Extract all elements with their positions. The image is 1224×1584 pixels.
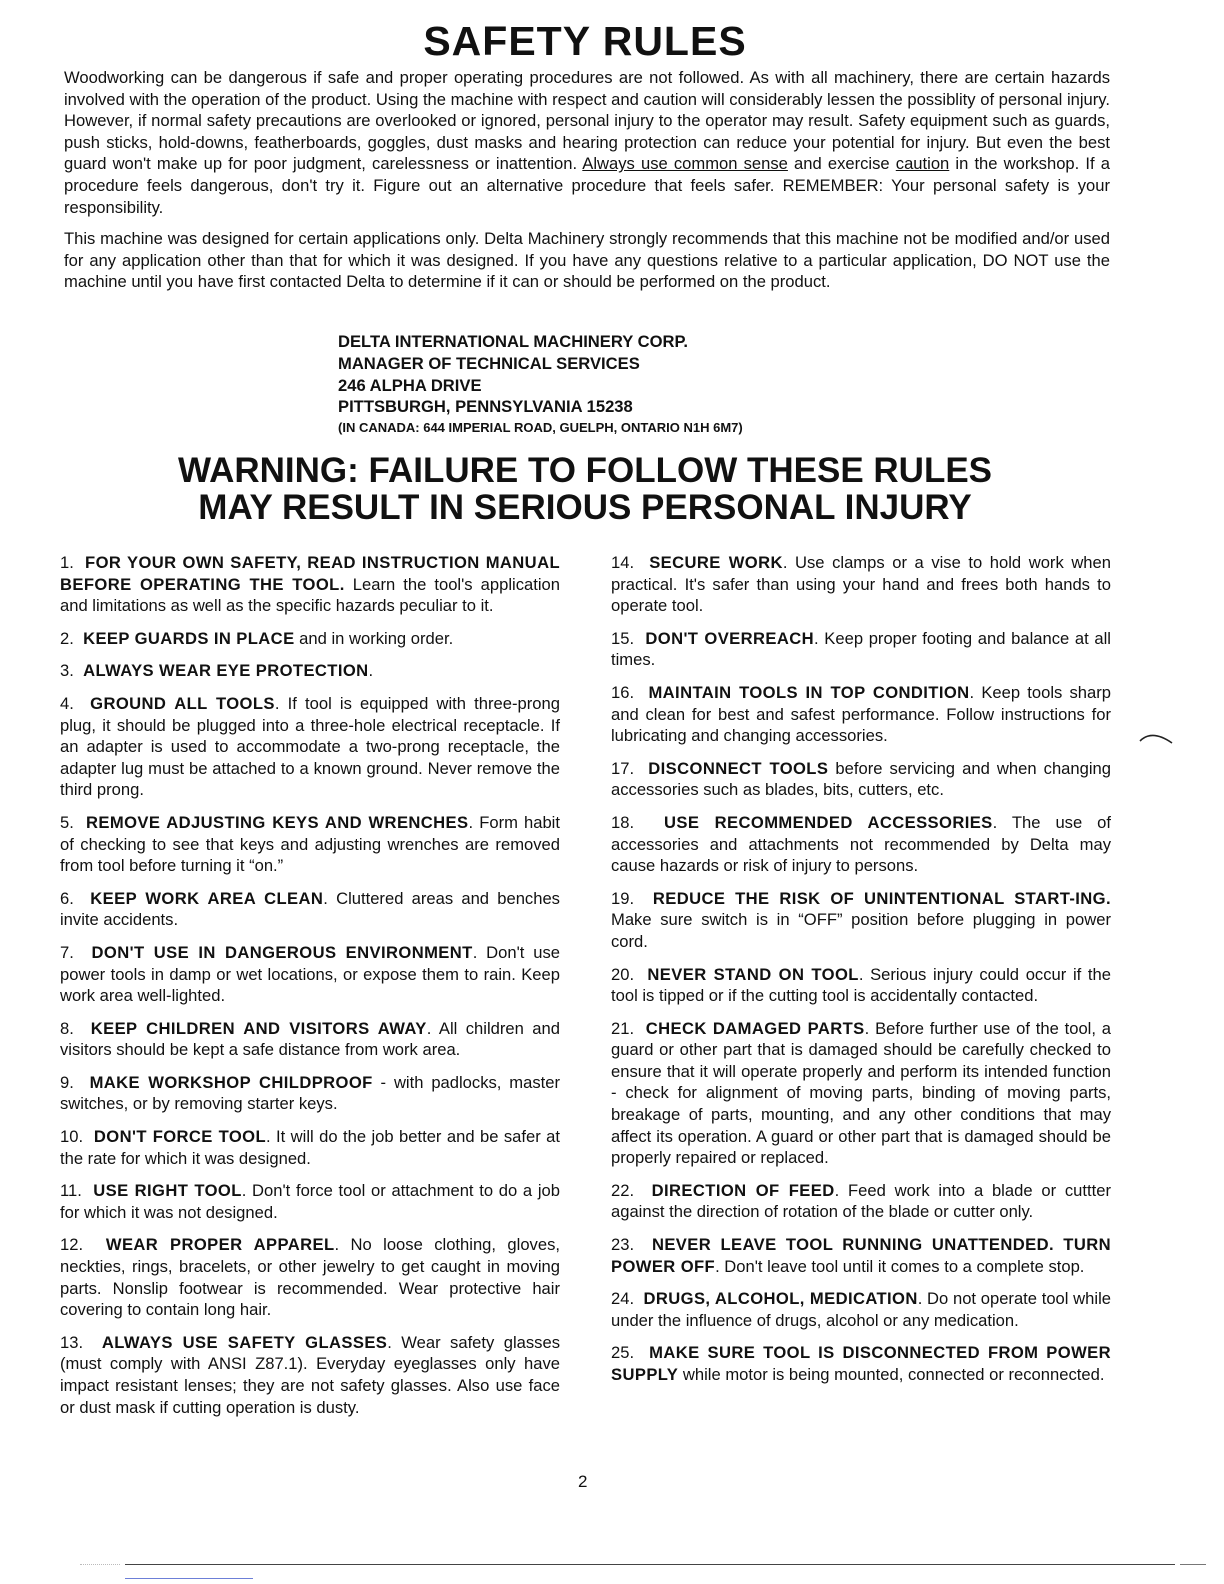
rule-heading: REDUCE THE RISK OF UNINTENTIONAL START-ING. bbox=[652, 888, 1111, 908]
rule-heading: ALWAYS WEAR EYE PROTECTION bbox=[83, 661, 369, 681]
rule-number: 16. bbox=[611, 682, 635, 702]
rule-text: . Before further use of the tool, a guard or other part that is damaged should be carefully checked to ensure that it will operate properly and perform its intended function - check for alignment of moving parts, binding of moving parts, breakage of parts, mounting, and any other conditions that may affect its operation. A guard or other part that is damaged should be properly repaired or replaced. bbox=[611, 1018, 1112, 1168]
footer-divider bbox=[125, 1564, 1175, 1565]
rule-text: . bbox=[368, 661, 374, 681]
rule-text: . Keep proper footing and balance at all times. bbox=[611, 628, 1111, 670]
rule-number: 19. bbox=[611, 888, 635, 908]
rule-text: . It will do the job better and be safer at the rate for which it was designed. bbox=[60, 1127, 560, 1168]
rule-text: . Serious injury could occur if the tool is tipped or if the cutting tool is accidentally contacted. bbox=[611, 964, 1111, 1006]
rule-text: . Feed work into a blade or cuttter against the direction of rotation of the blade or cutter only. bbox=[611, 1180, 1111, 1222]
safety-rule bbox=[60, 693, 560, 801]
intro-paragraph-1 bbox=[64, 67, 1110, 218]
rule-number: 6. bbox=[60, 888, 74, 908]
safety-rule bbox=[60, 1018, 560, 1061]
rule-text: and in working order. bbox=[294, 628, 454, 648]
address-canada: (IN CANADA: 644 IMPERIAL ROAD, GUELPH, ONTARIO N1H 6M7) bbox=[338, 420, 743, 436]
safety-rule bbox=[60, 1332, 560, 1418]
address-company: DELTA INTERNATIONAL MACHINERY CORP. bbox=[338, 332, 689, 351]
safety-rule bbox=[60, 1072, 560, 1115]
safety-rule bbox=[611, 1234, 1111, 1277]
rule-number: 20. bbox=[611, 964, 635, 984]
safety-rule bbox=[611, 1342, 1111, 1385]
rule-heading: DON'T FORCE TOOL bbox=[93, 1127, 266, 1147]
intro-section bbox=[64, 67, 1110, 303]
intro-text: and exercise bbox=[787, 154, 896, 174]
rule-heading: SECURE WORK bbox=[649, 553, 783, 572]
rule-number: 18. bbox=[611, 812, 635, 832]
rule-text: . Do not operate tool while under the influence of drugs, alcohol or any medication. bbox=[611, 1289, 1111, 1330]
safety-rule bbox=[611, 682, 1111, 747]
rule-heading: KEEP GUARDS IN PLACE bbox=[83, 628, 295, 648]
intro-underline-caution: caution bbox=[895, 154, 950, 174]
rule-number: 3. bbox=[60, 661, 74, 681]
intro-underline-common-sense: Always use common sense bbox=[582, 154, 788, 174]
rule-number: 1. bbox=[60, 553, 74, 572]
rule-heading: DISCONNECT TOOLS bbox=[648, 758, 829, 778]
rule-text: . Cluttered areas and benches invite accidents. bbox=[60, 888, 560, 930]
rule-text: while motor is being mounted, connected or reconnected. bbox=[678, 1365, 1105, 1384]
rule-text: before servicing and when changing accessories such as blades, bits, cutters, etc. bbox=[611, 758, 1111, 800]
rule-heading: MAINTAIN TOOLS IN TOP CONDITION bbox=[648, 682, 970, 702]
rule-number: 14. bbox=[611, 553, 635, 572]
rule-heading: DIRECTION OF FEED bbox=[651, 1180, 835, 1200]
safety-rule bbox=[611, 552, 1111, 617]
address-street: 246 ALPHA DRIVE bbox=[338, 375, 482, 395]
rule-number: 2. bbox=[60, 628, 74, 648]
rule-text: . Don't force tool or attachment to do a job for which it was not designed. bbox=[60, 1181, 560, 1222]
rule-text: . Form habit of checking to see that keys and adjusting wrenches are removed from tool before turning it “on.” bbox=[60, 812, 560, 876]
rule-number: 9. bbox=[60, 1072, 74, 1092]
rule-heading: GROUND ALL TOOLS bbox=[90, 693, 275, 713]
rule-heading: DRUGS, ALCOHOL, MEDICATION bbox=[643, 1289, 918, 1309]
warning-line-2: MAY RESULT IN SERIOUS PERSONAL INJURY bbox=[198, 488, 972, 527]
page-title: SAFETY RULES bbox=[423, 18, 747, 64]
safety-rule bbox=[60, 1126, 560, 1169]
rule-heading: USE RECOMMENDED ACCESSORIES bbox=[663, 812, 993, 832]
rule-heading: WEAR PROPER APPAREL bbox=[105, 1235, 335, 1255]
rule-number: 23. bbox=[611, 1235, 635, 1255]
rule-number: 8. bbox=[60, 1018, 74, 1038]
rule-heading: MAKE WORKSHOP CHILDPROOF bbox=[89, 1072, 373, 1092]
contact-address bbox=[338, 331, 938, 438]
warning-line-1: WARNING: FAILURE TO FOLLOW THESE RULES bbox=[177, 451, 993, 490]
footer-divider bbox=[125, 1578, 253, 1579]
rules-left-column bbox=[60, 552, 560, 1429]
rule-heading: NEVER STAND ON TOOL bbox=[647, 964, 859, 984]
rule-number: 7. bbox=[60, 942, 74, 962]
rule-heading: NEVER LEAVE TOOL RUNNING UNATTENDED. TURN POWER OFF bbox=[611, 1235, 1111, 1276]
address-city: PITTSBURGH, PENNSYLVANIA 15238 bbox=[338, 397, 633, 417]
rule-number: 11. bbox=[60, 1181, 82, 1201]
rule-number: 12. bbox=[60, 1235, 84, 1255]
rule-text: . If tool is equipped with three-prong plug, it should be plugged into a three-hole electrical receptacle. If an adapter is used to accommodate a two-prong receptacle, the adapter lug must be attached to a known ground. Never remove the third prong. bbox=[60, 693, 560, 800]
footer-divider bbox=[80, 1564, 120, 1565]
rule-text: . Wear safety glasses (must comply with ANSI Z87.1). Everyday eyeglasses only have impact resistant lenses; they are not safety glasses. Also use face or dust mask if cutting operation is dusty. bbox=[60, 1332, 560, 1417]
rule-heading: KEEP WORK AREA CLEAN bbox=[90, 888, 324, 908]
rule-number: 21. bbox=[611, 1018, 635, 1038]
safety-rule bbox=[60, 552, 560, 617]
rule-text: - with padlocks, master switches, or by removing starter keys. bbox=[60, 1072, 560, 1114]
rule-number: 17. bbox=[611, 758, 635, 778]
rule-number: 4. bbox=[60, 693, 74, 713]
margin-mark-icon bbox=[1138, 727, 1174, 747]
safety-rule bbox=[611, 812, 1111, 877]
address-department: MANAGER OF TECHNICAL SERVICES bbox=[338, 353, 640, 373]
safety-rule bbox=[611, 964, 1111, 1007]
rules-right-column bbox=[611, 552, 1111, 1397]
rule-heading: USE RIGHT TOOL bbox=[93, 1181, 242, 1201]
safety-rule bbox=[611, 1288, 1111, 1331]
rule-text: . Don't leave tool until it comes to a complete stop. bbox=[715, 1256, 1085, 1276]
safety-rule bbox=[611, 1018, 1111, 1169]
rule-text: Learn the tool's application and limitations as well as the specific hazards peculiar to it. bbox=[60, 574, 560, 616]
intro-text: Woodworking can be dangerous if safe and proper operating procedures are not followed. As with all machinery, there are certain hazards involved with the operation of the product. Using the machine with respect and caution will considerably lessen the possiblity of personal injury. However, if normal safety precautions are overlooked or ignored, personal injury to the operator may result. Safety equipment such as guards, push sticks, hold-downs, featherboards, goggles, dust masks and hearing protection can reduce your potential for injury. But even the best guard won't make up for poor judgment, carelessness or inattention. bbox=[64, 68, 1110, 174]
rule-heading: REMOVE ADJUSTING KEYS AND WRENCHES bbox=[86, 812, 469, 832]
rule-heading: ALWAYS USE SAFETY GLASSES bbox=[101, 1332, 388, 1352]
rule-heading: DON'T OVERREACH bbox=[645, 628, 815, 648]
rule-heading: CHECK DAMAGED PARTS bbox=[645, 1018, 865, 1038]
safety-rule bbox=[60, 1234, 560, 1320]
rule-text: . All children and visitors should be kept a safe distance from work area. bbox=[60, 1018, 560, 1060]
safety-rule bbox=[611, 1180, 1111, 1223]
rule-text: . Use clamps or a vise to hold work when practical. It's safer than using your hand and frees both hands to operate tool. bbox=[611, 553, 1111, 616]
rule-heading: DON'T USE IN DANGEROUS ENVIRONMENT bbox=[91, 942, 473, 962]
footer-divider bbox=[1180, 1564, 1206, 1565]
rule-number: 22. bbox=[611, 1180, 635, 1200]
rule-number: 25. bbox=[611, 1343, 635, 1363]
safety-rule bbox=[60, 628, 560, 650]
warning-heading bbox=[0, 452, 1170, 526]
rule-number: 24. bbox=[611, 1289, 635, 1309]
rule-heading: FOR YOUR OWN SAFETY, READ INSTRUCTION MANUAL BEFORE OPERATING THE TOOL. bbox=[60, 553, 560, 594]
page-number: 2 bbox=[578, 1472, 588, 1491]
rule-text: Make sure switch is in “OFF” position before plugging in power cord. bbox=[611, 910, 1111, 951]
rule-number: 5. bbox=[60, 812, 74, 832]
intro-paragraph-2: This machine was designed for certain applications only. Delta Machinery strongly recommends that this machine not be modified and/or used for any application other than that for which it was designed. If you have any questions relative to a particular application, DO NOT use the machine until you have first contacted Delta to determine if it can or should be performed on the product. bbox=[64, 229, 1110, 292]
safety-rule bbox=[611, 628, 1111, 671]
intro-text: in the workshop. If a procedure feels dangerous, don't try it. Figure out an alternative procedure that feels safer. REMEMBER: Your personal safety is your responsibility. bbox=[64, 154, 1110, 217]
rule-number: 13. bbox=[60, 1332, 84, 1352]
rule-text: . Keep tools sharp and clean for best and safest performance. Follow instructions for lubricating and changing accessories. bbox=[611, 682, 1111, 746]
rule-text: . Don't use power tools in damp or wet locations, or expose them to rain. Keep work area well-lighted. bbox=[60, 942, 560, 1006]
safety-rule bbox=[611, 758, 1111, 801]
rule-text: . No loose clothing, gloves, neckties, rings, bracelets, or other jewelry to get caught in moving parts. Nonslip footwear is recommended. Wear protective hair covering to contain long hair. bbox=[60, 1235, 560, 1320]
safety-rule bbox=[60, 888, 560, 931]
rule-heading: KEEP CHILDREN AND VISITORS AWAY bbox=[90, 1018, 427, 1038]
safety-rule bbox=[60, 812, 560, 877]
rule-text: . The use of accessories and attachments not recommended by Delta may cause hazards or risk of injury to persons. bbox=[611, 812, 1111, 876]
safety-rule bbox=[60, 942, 560, 1007]
safety-rule bbox=[60, 660, 560, 682]
rule-heading: MAKE SURE TOOL IS DISCONNECTED FROM POWER SUPPLY bbox=[611, 1343, 1111, 1384]
safety-rule bbox=[611, 888, 1111, 953]
rule-number: 15. bbox=[611, 628, 635, 648]
rule-number: 10. bbox=[60, 1127, 84, 1147]
safety-rule bbox=[60, 1180, 560, 1223]
